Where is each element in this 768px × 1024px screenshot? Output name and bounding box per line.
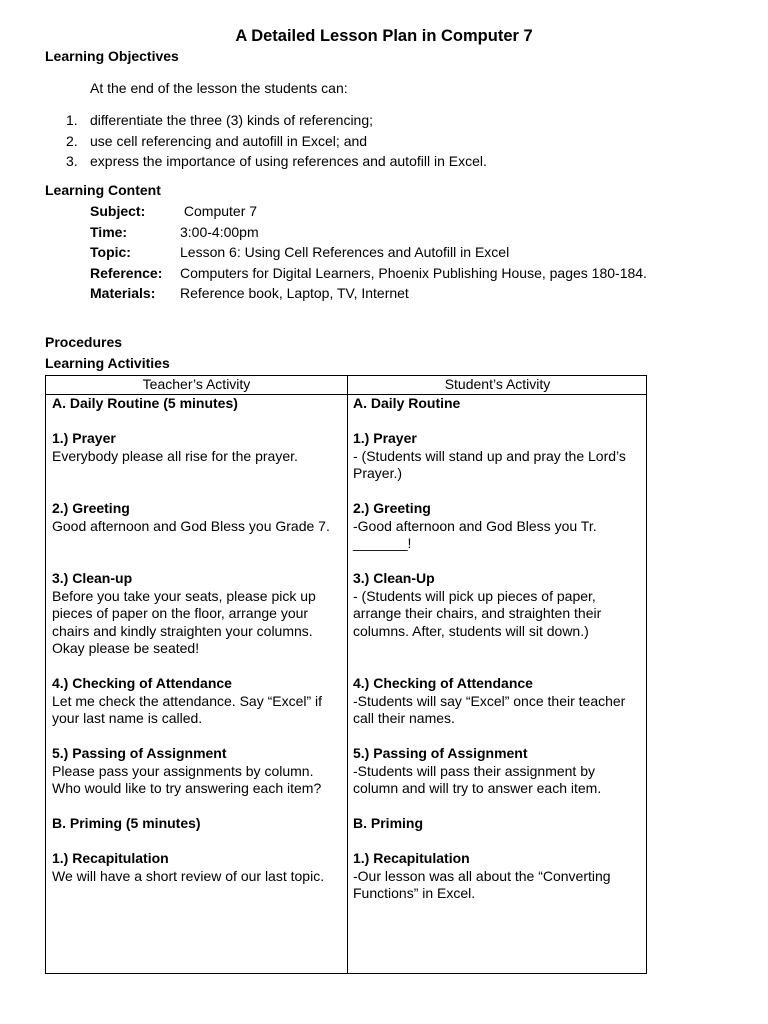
objective-item: 2. use cell referencing and autofill in Excel; and	[66, 132, 368, 149]
student-prayer-text: Prayer.)	[353, 465, 403, 481]
student-activity-column	[353, 395, 643, 903]
student-greeting-text: _______!	[353, 535, 412, 551]
objectives-intro: At the end of the lesson the students can:	[90, 80, 348, 96]
teacher-assignment-title: 5.) Passing of Assignment	[52, 745, 227, 761]
student-cleanup-text: - (Students will pick up pieces of paper,	[353, 587, 596, 604]
student-recap-text: Functions” in Excel.	[353, 885, 476, 901]
objectives-heading: Learning Objectives	[45, 48, 179, 64]
student-section-b: B. Priming	[353, 815, 424, 831]
teacher-activity-header: Teacher’s Activity	[142, 376, 251, 392]
student-activity-header: Student’s Activity	[444, 376, 551, 392]
teacher-section-b: B. Priming (5 minutes)	[52, 815, 201, 831]
content-row-time: Time: 3:00-4:00pm	[90, 223, 259, 240]
student-greeting-title: 2.) Greeting	[353, 500, 431, 516]
student-recap-title: 1.) Recapitulation	[353, 850, 470, 866]
teacher-section-a: A. Daily Routine (5 minutes)	[52, 395, 238, 411]
content-row-materials: Materials: Reference book, Laptop, TV, Internet	[90, 285, 409, 301]
student-prayer-title: 1.) Prayer	[353, 430, 417, 446]
student-section-a: A. Daily Routine	[353, 395, 461, 411]
teacher-cleanup-text: Before you take your seats, please pick up	[52, 587, 316, 604]
teacher-greeting-title: 2.) Greeting	[52, 500, 130, 516]
student-assignment-title: 5.) Passing of Assignment	[353, 745, 528, 761]
student-assignment-text: column and will try to answer each item.	[353, 780, 602, 796]
student-recap-text: -Our lesson was all about the “Converting	[353, 867, 611, 884]
objective-item: 3. express the importance of using references and autofill in Excel.	[66, 153, 487, 169]
student-attendance-title: 4.) Checking of Attendance	[353, 675, 533, 691]
column-divider	[347, 376, 348, 973]
teacher-cleanup-text: pieces of paper on the floor, arrange your	[52, 605, 309, 621]
student-cleanup-title: 3.) Clean-Up	[353, 570, 435, 586]
teacher-prayer-title: 1.) Prayer	[52, 430, 116, 446]
teacher-attendance-text: Let me check the attendance. Say “Excel” if	[52, 692, 323, 709]
teacher-attendance-title: 4.) Checking of Attendance	[52, 675, 232, 691]
student-cleanup-text: columns. After, students will sit down.)	[353, 622, 589, 639]
content-row-topic: Topic: Lesson 6: Using Cell References and Autofill in Excel	[90, 244, 510, 260]
teacher-cleanup-text: Okay please be seated!	[52, 640, 200, 656]
content-row-subject: Subject: Computer 7	[90, 203, 258, 219]
student-cleanup-text: arrange their chairs, and straighten their	[353, 605, 602, 621]
content-heading: Learning Content	[45, 182, 161, 198]
student-greeting-text: -Good afternoon and God Bless you Tr.	[353, 517, 597, 534]
teacher-recap-title: 1.) Recapitulation	[52, 850, 169, 866]
student-attendance-text: -Students will say “Excel” once their teacher	[353, 692, 626, 709]
teacher-attendance-text: your last name is called.	[52, 710, 203, 726]
content-row-reference: Reference: Computers for Digital Learners, Phoenix Publishing House, pages 180-184.	[90, 264, 647, 281]
student-attendance-text: call their names.	[353, 710, 455, 726]
teacher-cleanup-text: chairs and kindly straighten your columns.	[52, 622, 313, 639]
objectives-list	[66, 110, 487, 172]
teacher-prayer-text: Everybody please all rise for the prayer.	[52, 447, 298, 464]
document-title: A Detailed Lesson Plan in Computer 7	[235, 27, 533, 45]
teacher-assignment-text: Please pass your assignments by column.	[52, 762, 314, 779]
student-prayer-text: - (Students will stand up and pray the Lord’s	[353, 447, 626, 464]
objective-item: 1. differentiate the three (3) kinds of referencing;	[66, 112, 374, 128]
learning-activities-heading: Learning Activities	[45, 355, 170, 371]
learning-content	[90, 201, 647, 304]
activities-table	[45, 375, 647, 974]
student-assignment-text: -Students will pass their assignment by	[353, 762, 595, 779]
teacher-greeting-text: Good afternoon and God Bless you Grade 7.	[52, 517, 330, 534]
teacher-cleanup-title: 3.) Clean-up	[52, 570, 133, 586]
teacher-assignment-text: Who would like to try answering each item?	[52, 780, 322, 796]
teacher-recap-text: We will have a short review of our last topic.	[52, 867, 325, 884]
teacher-activity-column	[52, 395, 342, 885]
procedures-heading: Procedures	[45, 334, 123, 350]
